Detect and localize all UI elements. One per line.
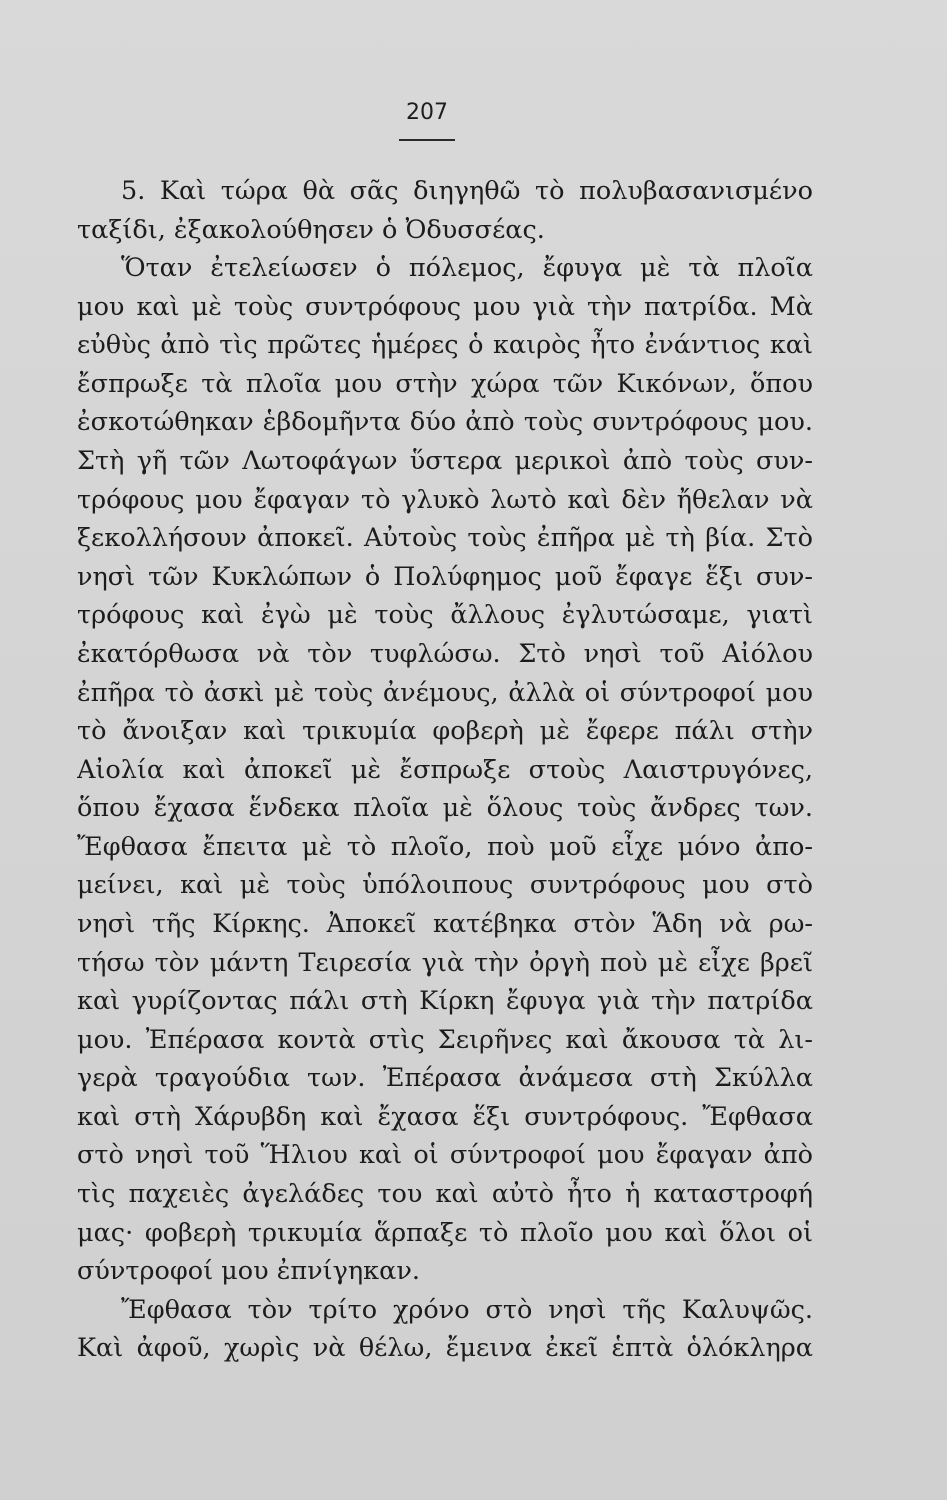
text-line: νησὶ τῆς Κίρκης. Ἀποκεῖ κατέβηκα στὸν Ἅδη νὰ ρω-	[77, 908, 813, 939]
page-number: 207	[406, 100, 448, 125]
text-line: Ἔφθασα τὸν τρίτο χρόνο στὸ νησὶ τῆς Καλυψῶς.	[121, 1294, 813, 1325]
text-line: Αἰολία καὶ ἀποκεῖ μὲ ἔσπρωξε στοὺς Λαιστρυγόνες,	[77, 754, 813, 785]
text-line: μείνει, καὶ μὲ τοὺς ὑπόλοιπους συντρόφους μου στὸ	[77, 870, 813, 901]
text-line: ξεκολλήσουν ἀποκεῖ. Αὐτοὺς τοὺς ἐπῆρα μὲ τὴ βία. Στὸ	[77, 523, 813, 554]
text-line: 5. Καὶ τώρα θὰ σᾶς διηγηθῶ τὸ πολυβασανισμένο	[121, 176, 813, 206]
text-line: ὅπου ἔχασα ἕνδεκα πλοῖα μὲ ὅλους τοὺς ἄνδρες των.	[77, 793, 813, 824]
paragraph	[77, 172, 813, 249]
text-line: καὶ στὴ Χάρυβδη καὶ ἔχασα ἕξι συντρόφους. Ἔφθασα	[77, 1101, 813, 1132]
text-line: ἐκατόρθωσα νὰ τὸν τυφλώσω. Στὸ νησὶ τοῦ Αἰόλου	[77, 638, 813, 669]
page-number-rule	[399, 139, 455, 141]
text-line: τρόφους καὶ ἐγὼ μὲ τοὺς ἄλλους ἐγλυτώσαμε, γιατὶ	[77, 600, 813, 631]
text-line: τρόφους μου ἔφαγαν τὸ γλυκὸ λωτὸ καὶ δὲν ἤθελαν νὰ	[77, 484, 813, 515]
text-line: ἐπῆρα τὸ ἀσκὶ μὲ τοὺς ἀνέμους, ἀλλὰ οἱ σύντροφοί μου	[77, 677, 813, 708]
text-line: εὐθὺς ἀπὸ τὶς πρῶτες ἡμέρες ὁ καιρὸς ἦτο ἐνάντιος καὶ	[77, 330, 813, 361]
text-line: γερὰ τραγούδια των. Ἐπέρασα ἀνάμεσα στὴ Σκύλλα	[77, 1063, 813, 1094]
body-text	[77, 172, 813, 1368]
paragraph	[77, 249, 813, 1291]
text-line: τὸ ἄνοιξαν καὶ τρικυμία φοβερὴ μὲ ἔφερε πάλι στὴν	[77, 716, 813, 747]
text-line: Στὴ γῆ τῶν Λωτοφάγων ὕστερα μερικοὶ ἀπὸ τοὺς συν-	[77, 446, 813, 477]
text-line: μας· φοβερὴ τρικυμία ἅρπαξε τὸ πλοῖο μου καὶ ὅλοι οἱ	[77, 1217, 813, 1248]
text-line: σύντροφοί μου ἐπνίγηκαν.	[77, 1256, 420, 1287]
text-line: τὶς παχειὲς ἀγελάδες του καὶ αὐτὸ ἦτο ἡ καταστροφή	[77, 1179, 813, 1210]
text-line: ἔσπρωξε τὰ πλοῖα μου στὴν χώρα τῶν Κικόνων, ὅπου	[77, 368, 813, 399]
text-line: καὶ γυρίζοντας πάλι στὴ Κίρκη ἔφυγα γιὰ τὴν πατρίδα	[77, 986, 813, 1017]
text-line: μου καὶ μὲ τοὺς συντρόφους μου γιὰ τὴν πατρίδα. Μὰ	[77, 291, 813, 322]
text-line: νησὶ τῶν Κυκλώπων ὁ Πολύφημος μοῦ ἔφαγε ἕξι συν-	[77, 561, 813, 592]
text-line: Ἔφθασα ἔπειτα μὲ τὸ πλοῖο, ποὺ μοῦ εἶχε μόνο ἀπο-	[77, 831, 813, 862]
text-line: ταξίδι, ἐξακολούθησεν ὁ Ὀδυσσέας.	[77, 214, 545, 245]
text-line: Ὅταν ἐτελείωσεν ὁ πόλεμος, ἔφυγα μὲ τὰ πλοῖα	[121, 253, 813, 284]
text-line: τήσω τὸν μάντη Τειρεσία γιὰ τὴν ὀργὴ ποὺ μὲ εἶχε βρεῖ	[77, 947, 813, 978]
text-line: στὸ νησὶ τοῦ Ἥλιου καὶ οἱ σύντροφοί μου ἔφαγαν ἀπὸ	[77, 1140, 813, 1171]
text-line: μου. Ἐπέρασα κοντὰ στὶς Σειρῆνες καὶ ἄκουσα τὰ λι-	[77, 1024, 813, 1055]
text-line: Καὶ ἀφοῦ, χωρὶς νὰ θέλω, ἔμεινα ἐκεῖ ἑπτὰ ὁλόκληρα	[77, 1333, 813, 1364]
text-line: ἐσκοτώθηκαν ἑβδομῆντα δύο ἀπὸ τοὺς συντρόφους μου.	[77, 407, 813, 438]
paragraph	[77, 1291, 813, 1368]
